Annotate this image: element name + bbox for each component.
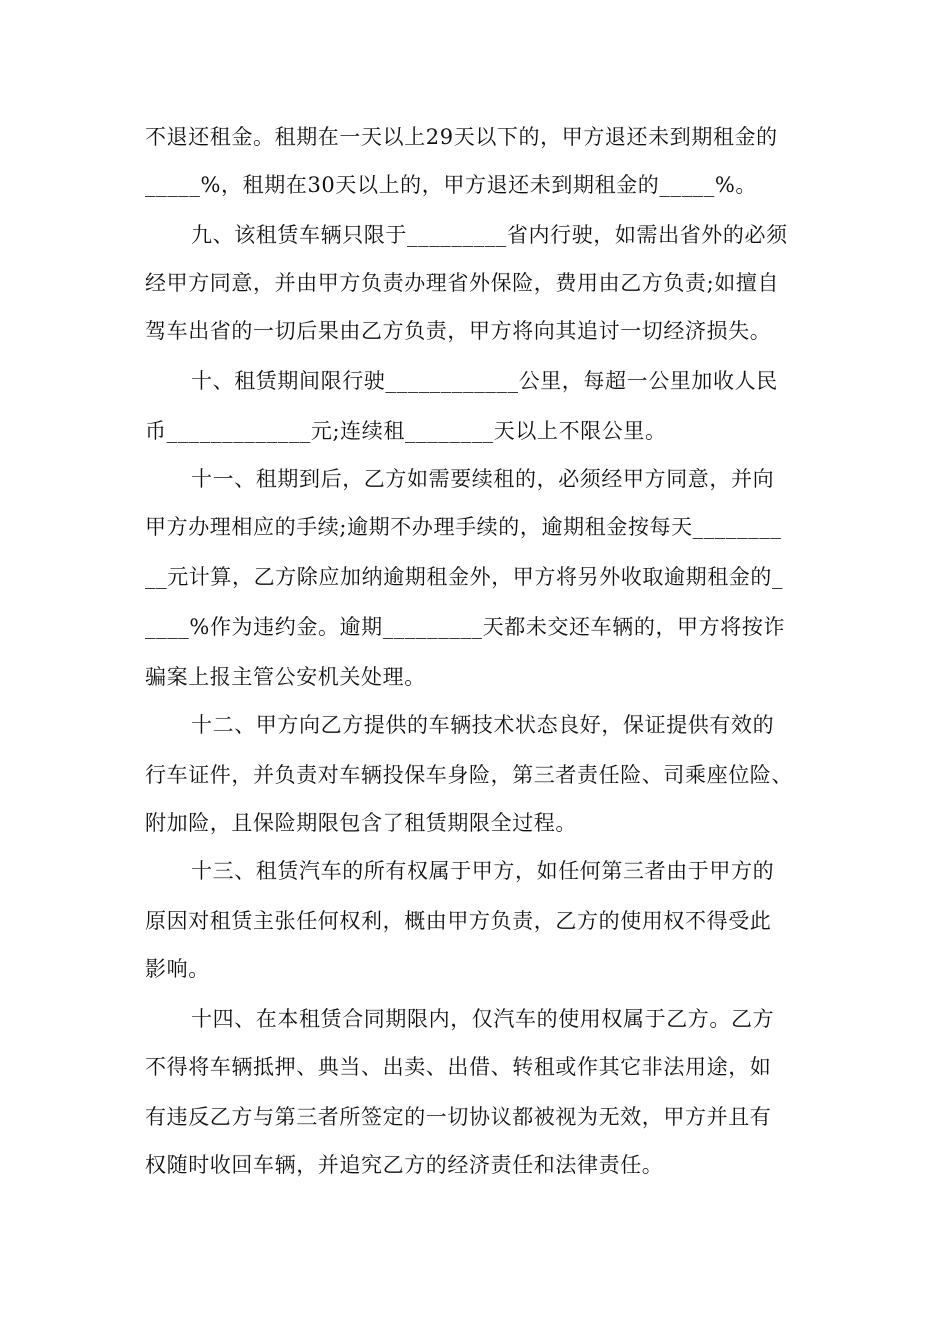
clause-10-start: 十、租赁期间限行驶____________公里，每超一公里加收人民 — [191, 369, 778, 393]
text-line: 有违反乙方与第三者所签定的一切协议都被视为无效，甲方并且有 — [145, 1105, 772, 1129]
text-line: 甲方办理相应的手续;逾期不办理手续的，逾期租金按每天________ — [145, 515, 782, 539]
text-line: ____%作为违约金。逾期_________天都未交还车辆的，甲方将按诈 — [145, 615, 786, 639]
text-line: 权随时收回车辆，并追究乙方的经济责任和法律责任。 — [145, 1153, 664, 1177]
clause-9-start: 九、该租赁车辆只限于_________省内行驶，如需出省外的必须 — [191, 223, 788, 247]
text-line: 经甲方同意，并由甲方负责办理省外保险，费用由乙方负责;如擅自 — [145, 271, 780, 295]
text-line: 不退还租金。租期在一天以上29天以下的，甲方退还未到期租金的 — [145, 125, 778, 149]
text-line: _____%，租期在30天以上的，甲方退还未到期租金的_____%。 — [145, 173, 758, 197]
text-line: __元计算，乙方除应加纳逾期租金外，甲方将另外收取逾期租金的_ — [145, 565, 784, 589]
text-line: 驾车出省的一切后果由乙方负责，甲方将向其追讨一切经济损失。 — [145, 319, 772, 343]
text-line: 币_____________元;连续租________天以上不限公里。 — [145, 419, 667, 443]
text-line: 骗案上报主管公安机关处理。 — [145, 665, 426, 689]
text-line: 不得将车辆抵押、典当、出卖、出借、转租或作其它非法用途，如 — [145, 1055, 772, 1079]
clause-13-start: 十三、租赁汽车的所有权属于甲方，如任何第三者由于甲方的 — [191, 859, 775, 883]
clause-12-start: 十二、甲方向乙方提供的车辆技术状态良好，保证提供有效的 — [191, 713, 775, 737]
text-line: 行车证件，并负责对车辆投保车身险，第三者责任险、司乘座位险、 — [145, 763, 793, 787]
clause-11-start: 十一、租期到后，乙方如需要续租的，必须经甲方同意，并向 — [191, 467, 775, 491]
text-line: 附加险，且保险期限包含了租赁期限全过程。 — [145, 811, 577, 835]
text-line: 影响。 — [145, 957, 210, 981]
text-line: 原因对租赁主张任何权利，概由甲方负责，乙方的使用权不得受此 — [145, 909, 772, 933]
clause-14-start: 十四、在本租赁合同期限内，仅汽车的使用权属于乙方。乙方 — [191, 1007, 775, 1031]
